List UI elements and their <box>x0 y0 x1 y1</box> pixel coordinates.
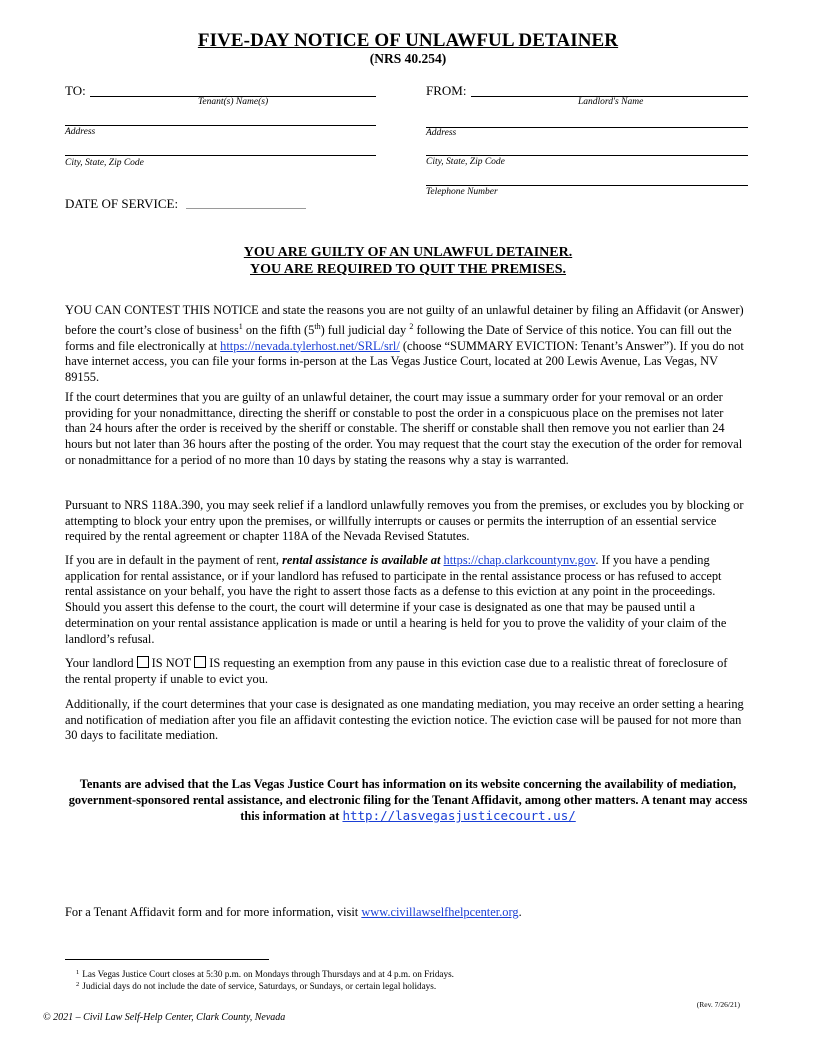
efile-link[interactable]: https://nevada.tylerhost.net/SRL/srl/ <box>220 338 400 353</box>
copyright-footer: © 2021 – Civil Law Self-Help Center, Clark County, Nevada <box>43 1012 286 1023</box>
landlord-address-caption: Address <box>426 128 457 138</box>
document-subtitle: (NRS 40.254) <box>369 51 447 66</box>
footnote-ref-2: 2 <box>409 321 414 331</box>
affidavit-info <box>65 905 745 921</box>
is-checkbox[interactable] <box>194 656 206 668</box>
affidavit-text: For a Tenant Affidavit form and for more information, visit <box>65 905 362 919</box>
guilty-heading: YOU ARE GUILTY OF AN UNLAWFUL DETAINER. <box>243 245 573 260</box>
p1-text-b: on the fifth (5 <box>242 322 315 337</box>
from-label: FROM: <box>426 83 467 98</box>
date-of-service-line[interactable] <box>186 208 306 209</box>
tenant-city-caption: City, State, Zip Code <box>65 158 144 168</box>
tenant-name-caption: Tenant(s) Name(s) <box>198 97 269 107</box>
is-not-label: IS NOT <box>151 656 192 670</box>
document-title: FIVE-DAY NOTICE OF UNLAWFUL DETAINER <box>197 30 619 51</box>
mediation-paragraph: Additionally, if the court determines that your case is designated as one mandating mediation, you may receive an order setting a hearing and notification of mediation after you file an affidavit contesting the eviction notice. The eviction case will be paused for not more than 30 days to facilitate mediation. <box>65 697 744 743</box>
p5-text-a: Your landlord <box>65 656 134 670</box>
superscript-th: th <box>314 321 321 331</box>
footnote-2-number: 2 <box>76 981 80 988</box>
revision-date: (Rev. 7/26/21) <box>696 1000 740 1009</box>
is-not-checkbox[interactable] <box>137 656 149 668</box>
date-of-service-label: DATE OF SERVICE: <box>65 196 179 211</box>
justice-court-link[interactable]: http://lasvegasjusticecourt.us/ <box>342 808 576 823</box>
landlord-city-caption: City, State, Zip Code <box>426 157 505 167</box>
p4-text-b: . If you have a pending application for rental assistance, or if your landlord has refused to participate in the rental assistance process or has refused to accept rental assistance on your behalf, you have the right to assert those facts as a defense to this eviction at any point in the proceedings. Should you assert this defense to the court, the court will determine if your case is designated as one that may be paused until a determination on your rental assistance application is made or until a hearing is held for you to prove the validity of your claim of the landlord’s refusal. <box>65 553 727 646</box>
footnote-2-text: Judicial days do not include the date of service, Saturdays, or Sundays, or certain legal holidays. <box>82 981 437 991</box>
nrs-relief-paragraph: Pursuant to NRS 118A.390, you may seek relief if a landlord unlawfully removes you from the premises, or excludes you by blocking or attempting to block your entry upon the premises, or willfully interrupts or causes or permits the interruption of an essential service required by the rental agreement or chapter 118A of the Nevada Revised Statutes. <box>65 498 744 544</box>
advisory-text: Tenants are advised that the Las Vegas Justice Court has information on its website concerning the availability of mediation, government-sponsored rental assistance, and electronic filing for the Tenant Affidavit, among other matters. A tenant may access this information at <box>68 777 748 823</box>
landlord-name-caption: Landlord's Name <box>578 97 644 107</box>
to-label: TO: <box>65 83 86 98</box>
quit-premises-heading: YOU ARE REQUIRED TO QUIT THE PREMISES. <box>250 262 566 277</box>
footnote-divider <box>65 959 269 960</box>
rental-assistance-emphasis: rental assistance is available at <box>282 553 441 567</box>
quit-premises-text: YOU ARE REQUIRED TO QUIT THE PREMISES <box>250 262 563 277</box>
court-advisory <box>65 776 751 824</box>
landlord-address-line[interactable] <box>426 127 748 128</box>
footnote-2 <box>76 979 436 992</box>
summary-order-paragraph: If the court determines that you are guilty of an unlawful detainer, the court may issue a summary order for your removal or an order providing for your nonadmittance, directing the sheriff or constable to post the order in a conspicuous place on the premises not later than 24 hours after the order is received by the sheriff or constable. The sheriff or constable shall then remove you not earlier than 24 hours but not later than 36 hours after the posting of the order. You may request that the court stay the execution of the order for removal or nonadmittance for a period of no more than 10 days by stating the reasons why a stay is warranted. <box>65 390 743 467</box>
p5-text-b: IS requesting an exemption from any pause in this eviction case due to a realistic threat of foreclosure of the rental property if unable to evict you. <box>65 656 728 686</box>
footnote-ref-1: 1 <box>238 321 243 331</box>
p1-text-a: YOU CAN CONTEST THIS NOTICE and state the reasons you are not guilty of an unlawful detainer by filing an Affidavit (or Answer) before the court’s close of business <box>65 303 744 337</box>
tenant-address-line[interactable] <box>65 125 376 126</box>
contest-paragraph <box>65 303 745 386</box>
p1-text-c: ) full judicial day <box>320 322 410 337</box>
p1-text-d: following the Date of Service of this notice. You can fill out the forms and file electronically at <box>65 322 732 353</box>
exemption-paragraph <box>65 656 745 687</box>
tenant-city-line[interactable] <box>65 155 376 156</box>
affidavit-end: . <box>518 905 522 919</box>
p1-text-e: (choose “SUMMARY EVICTION: Tenant’s Answer”). If you do not have internet access, you can file your forms in-person at the Las Vegas Justice Court, located at 200 Lewis Avenue, Las Vegas, NV 89155. <box>65 338 744 384</box>
rental-assistance-paragraph <box>65 553 745 647</box>
p4-text-a: If you are in default in the payment of rent, <box>65 553 283 567</box>
landlord-city-line[interactable] <box>426 155 748 156</box>
landlord-phone-caption: Telephone Number <box>426 187 498 197</box>
footnote-1-text: Las Vegas Justice Court closes at 5:30 p.m. on Mondays through Thursdays and at 4 p.m. on Fridays. <box>82 969 454 979</box>
selfhelp-link[interactable]: www.civillawselfhelpcenter.org <box>361 905 519 919</box>
landlord-phone-line[interactable] <box>426 185 748 186</box>
footnote-1-number: 1 <box>76 969 80 976</box>
tenant-address-caption: Address <box>65 127 96 137</box>
rental-assistance-link[interactable]: https://chap.clarkcountynv.gov <box>443 553 596 567</box>
